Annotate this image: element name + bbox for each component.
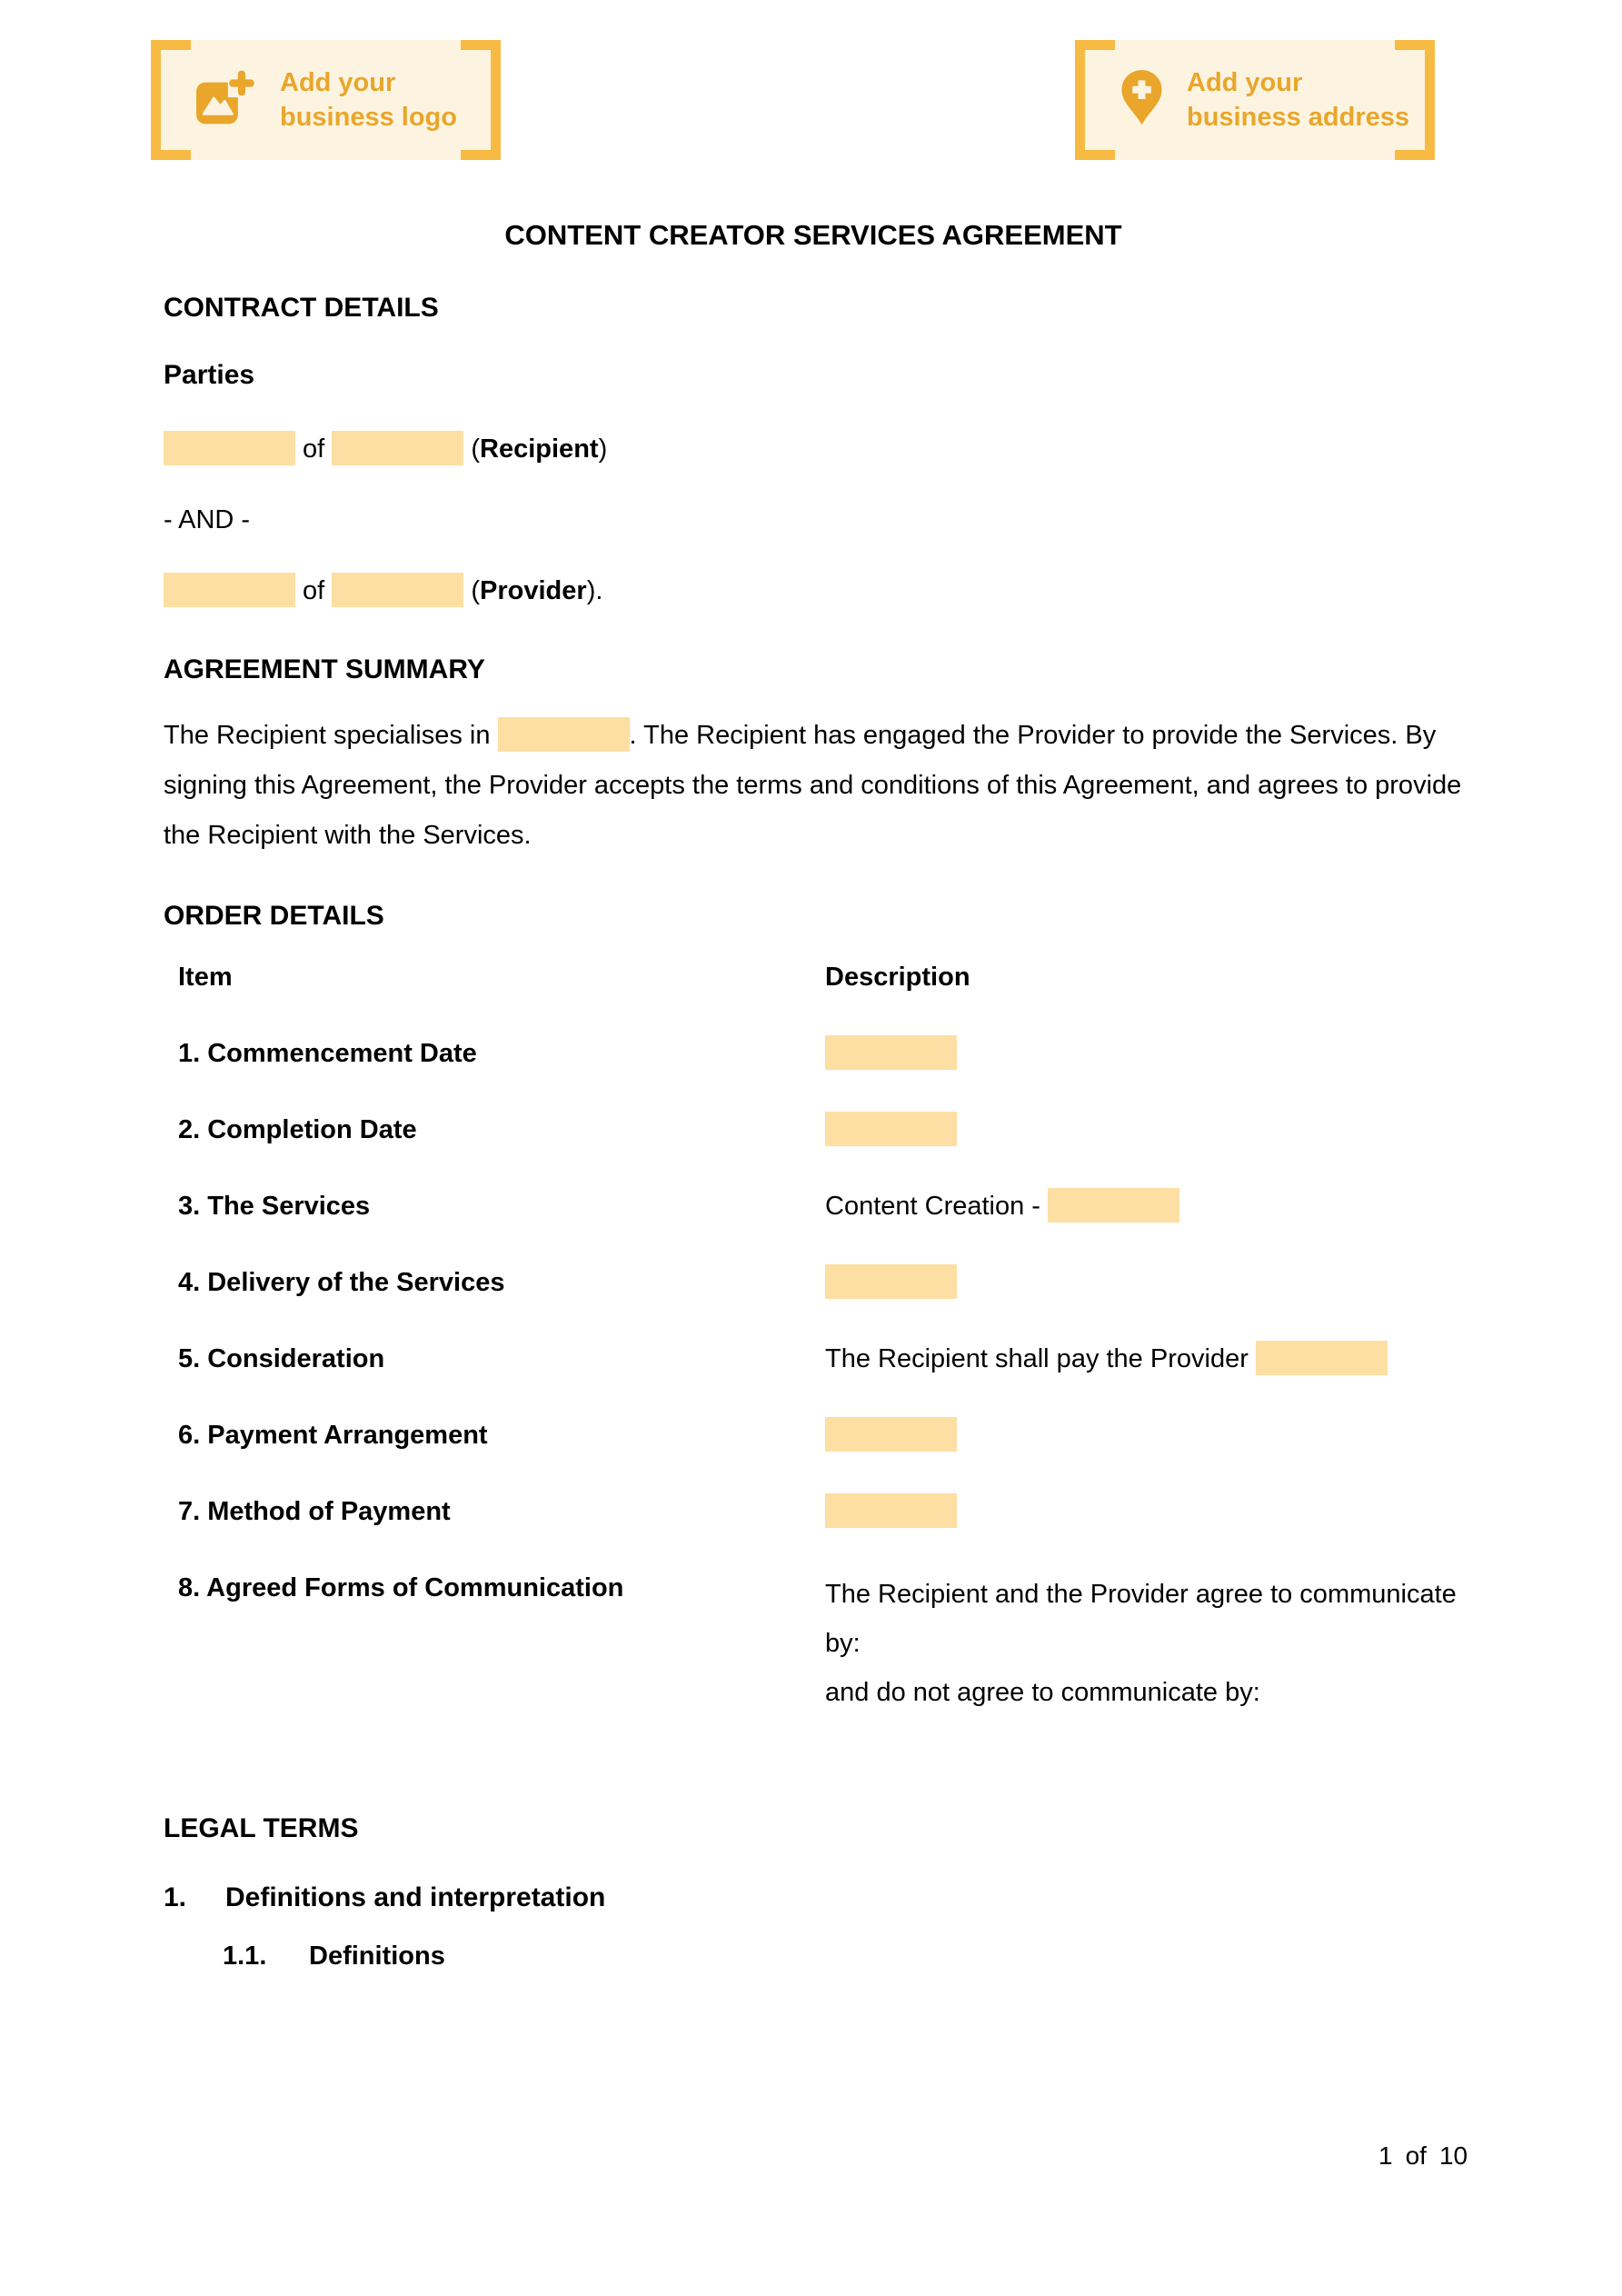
- table-row: [164, 1035, 1463, 1072]
- table-description-cell: [825, 1035, 1463, 1072]
- current-page: 1: [1378, 2141, 1393, 2170]
- party-role-label: Provider: [480, 576, 587, 605]
- bracket-decoration: [151, 40, 191, 160]
- badge-label: [280, 65, 457, 135]
- add-business-address-badge[interactable]: [1075, 40, 1435, 160]
- bracket-decoration: [1075, 40, 1115, 160]
- item-column-header: Item: [178, 963, 233, 992]
- table-item-cell: 2. Completion Date: [178, 1115, 417, 1144]
- parties-separator: - AND -: [164, 505, 251, 534]
- party-role-label: Recipient: [480, 434, 599, 464]
- agreement-summary-heading: AGREEMENT SUMMARY: [164, 654, 485, 684]
- table-description-cell: The Recipient shall pay the Provider: [825, 1341, 1463, 1377]
- placeholder-field[interactable]: [825, 1493, 957, 1528]
- placeholder-field[interactable]: [498, 717, 630, 752]
- document-body: [0, 218, 1622, 1973]
- table-description-cell: [825, 1493, 1463, 1530]
- page-number: [1378, 2141, 1468, 2171]
- legal-terms-heading: LEGAL TERMS: [164, 1813, 359, 1843]
- badge-row: [0, 0, 1622, 160]
- table-row: [164, 1188, 1463, 1224]
- table-description-cell: [825, 1112, 1463, 1148]
- placeholder-field[interactable]: [332, 573, 463, 607]
- order-details-table: [164, 959, 1463, 1717]
- placeholder-field[interactable]: [825, 1035, 957, 1070]
- subclause-number: 1.1.: [223, 1942, 267, 1971]
- placeholder-field[interactable]: [825, 1264, 957, 1299]
- placeholder-field[interactable]: [1048, 1188, 1179, 1223]
- badge-label-line2: business address: [1187, 103, 1409, 132]
- image-plus-icon: [196, 70, 256, 131]
- table-item-cell: 4. Delivery of the Services: [178, 1268, 505, 1297]
- table-row: [164, 1341, 1463, 1377]
- location-plus-icon: [1120, 69, 1163, 131]
- document-title: CONTENT CREATOR SERVICES AGREEMENT: [504, 219, 1122, 251]
- clause-number: 1.: [164, 1882, 187, 1912]
- table-item-cell: 5. Consideration: [178, 1344, 385, 1373]
- subclause-1-1: [223, 1939, 1463, 1973]
- agreement-summary-paragraph: The Recipient specialises in . The Recipient has engaged the Provider to provide the Services. By signing this Agreement, the Provider accepts the terms and conditions of this Agreement, and agrees to provide the Recipient with the Services.: [164, 711, 1463, 861]
- table-item-cell: 1. Commencement Date: [178, 1039, 477, 1068]
- table-item-cell: 7. Method of Payment: [178, 1497, 451, 1526]
- badge-label: [1187, 65, 1409, 135]
- placeholder-field[interactable]: [164, 573, 295, 607]
- subclause-title: Definitions: [309, 1942, 445, 1971]
- add-business-logo-badge[interactable]: [151, 40, 501, 160]
- placeholder-field[interactable]: [825, 1417, 957, 1452]
- clause-1: [164, 1881, 1463, 1915]
- placeholder-field[interactable]: [825, 1112, 957, 1146]
- provider-party-line: of (Provider).: [164, 569, 1463, 613]
- page-of-label: of: [1405, 2141, 1427, 2170]
- parties-heading: Parties: [164, 360, 255, 390]
- table-row: [164, 1417, 1463, 1453]
- table-row: [164, 1493, 1463, 1530]
- description-column-header: Description: [825, 963, 970, 992]
- badge-label-line1: Add your: [1187, 68, 1303, 97]
- table-row: [164, 1112, 1463, 1148]
- table-description-cell: [825, 1417, 1463, 1453]
- table-row: [164, 1570, 1463, 1717]
- badge-label-line2: business logo: [280, 103, 457, 132]
- clause-title: Definitions and interpretation: [225, 1882, 606, 1912]
- table-item-cell: 8. Agreed Forms of Communication: [178, 1573, 624, 1602]
- table-item-cell: 6. Payment Arrangement: [178, 1421, 488, 1450]
- table-description-cell: Content Creation -: [825, 1188, 1463, 1224]
- table-header-row: [164, 959, 1463, 995]
- table-body: [164, 1035, 1463, 1717]
- badge-label-line1: Add your: [280, 68, 396, 97]
- placeholder-field[interactable]: [1256, 1341, 1388, 1375]
- total-pages: 10: [1438, 2141, 1468, 2170]
- order-details-heading: ORDER DETAILS: [164, 901, 384, 931]
- table-description-cell: [825, 1264, 1463, 1301]
- table-item-cell: 3. The Services: [178, 1192, 371, 1221]
- contract-details-heading: CONTRACT DETAILS: [164, 293, 439, 323]
- bracket-decoration: [1395, 40, 1435, 160]
- placeholder-field[interactable]: [332, 431, 463, 465]
- placeholder-field[interactable]: [164, 431, 295, 465]
- table-row: [164, 1264, 1463, 1301]
- recipient-party-line: of (Recipient): [164, 427, 1463, 471]
- table-description-cell: The Recipient and the Provider agree to communicate by: and do not agree to communicate by:: [825, 1580, 1457, 1707]
- bracket-decoration: [461, 40, 501, 160]
